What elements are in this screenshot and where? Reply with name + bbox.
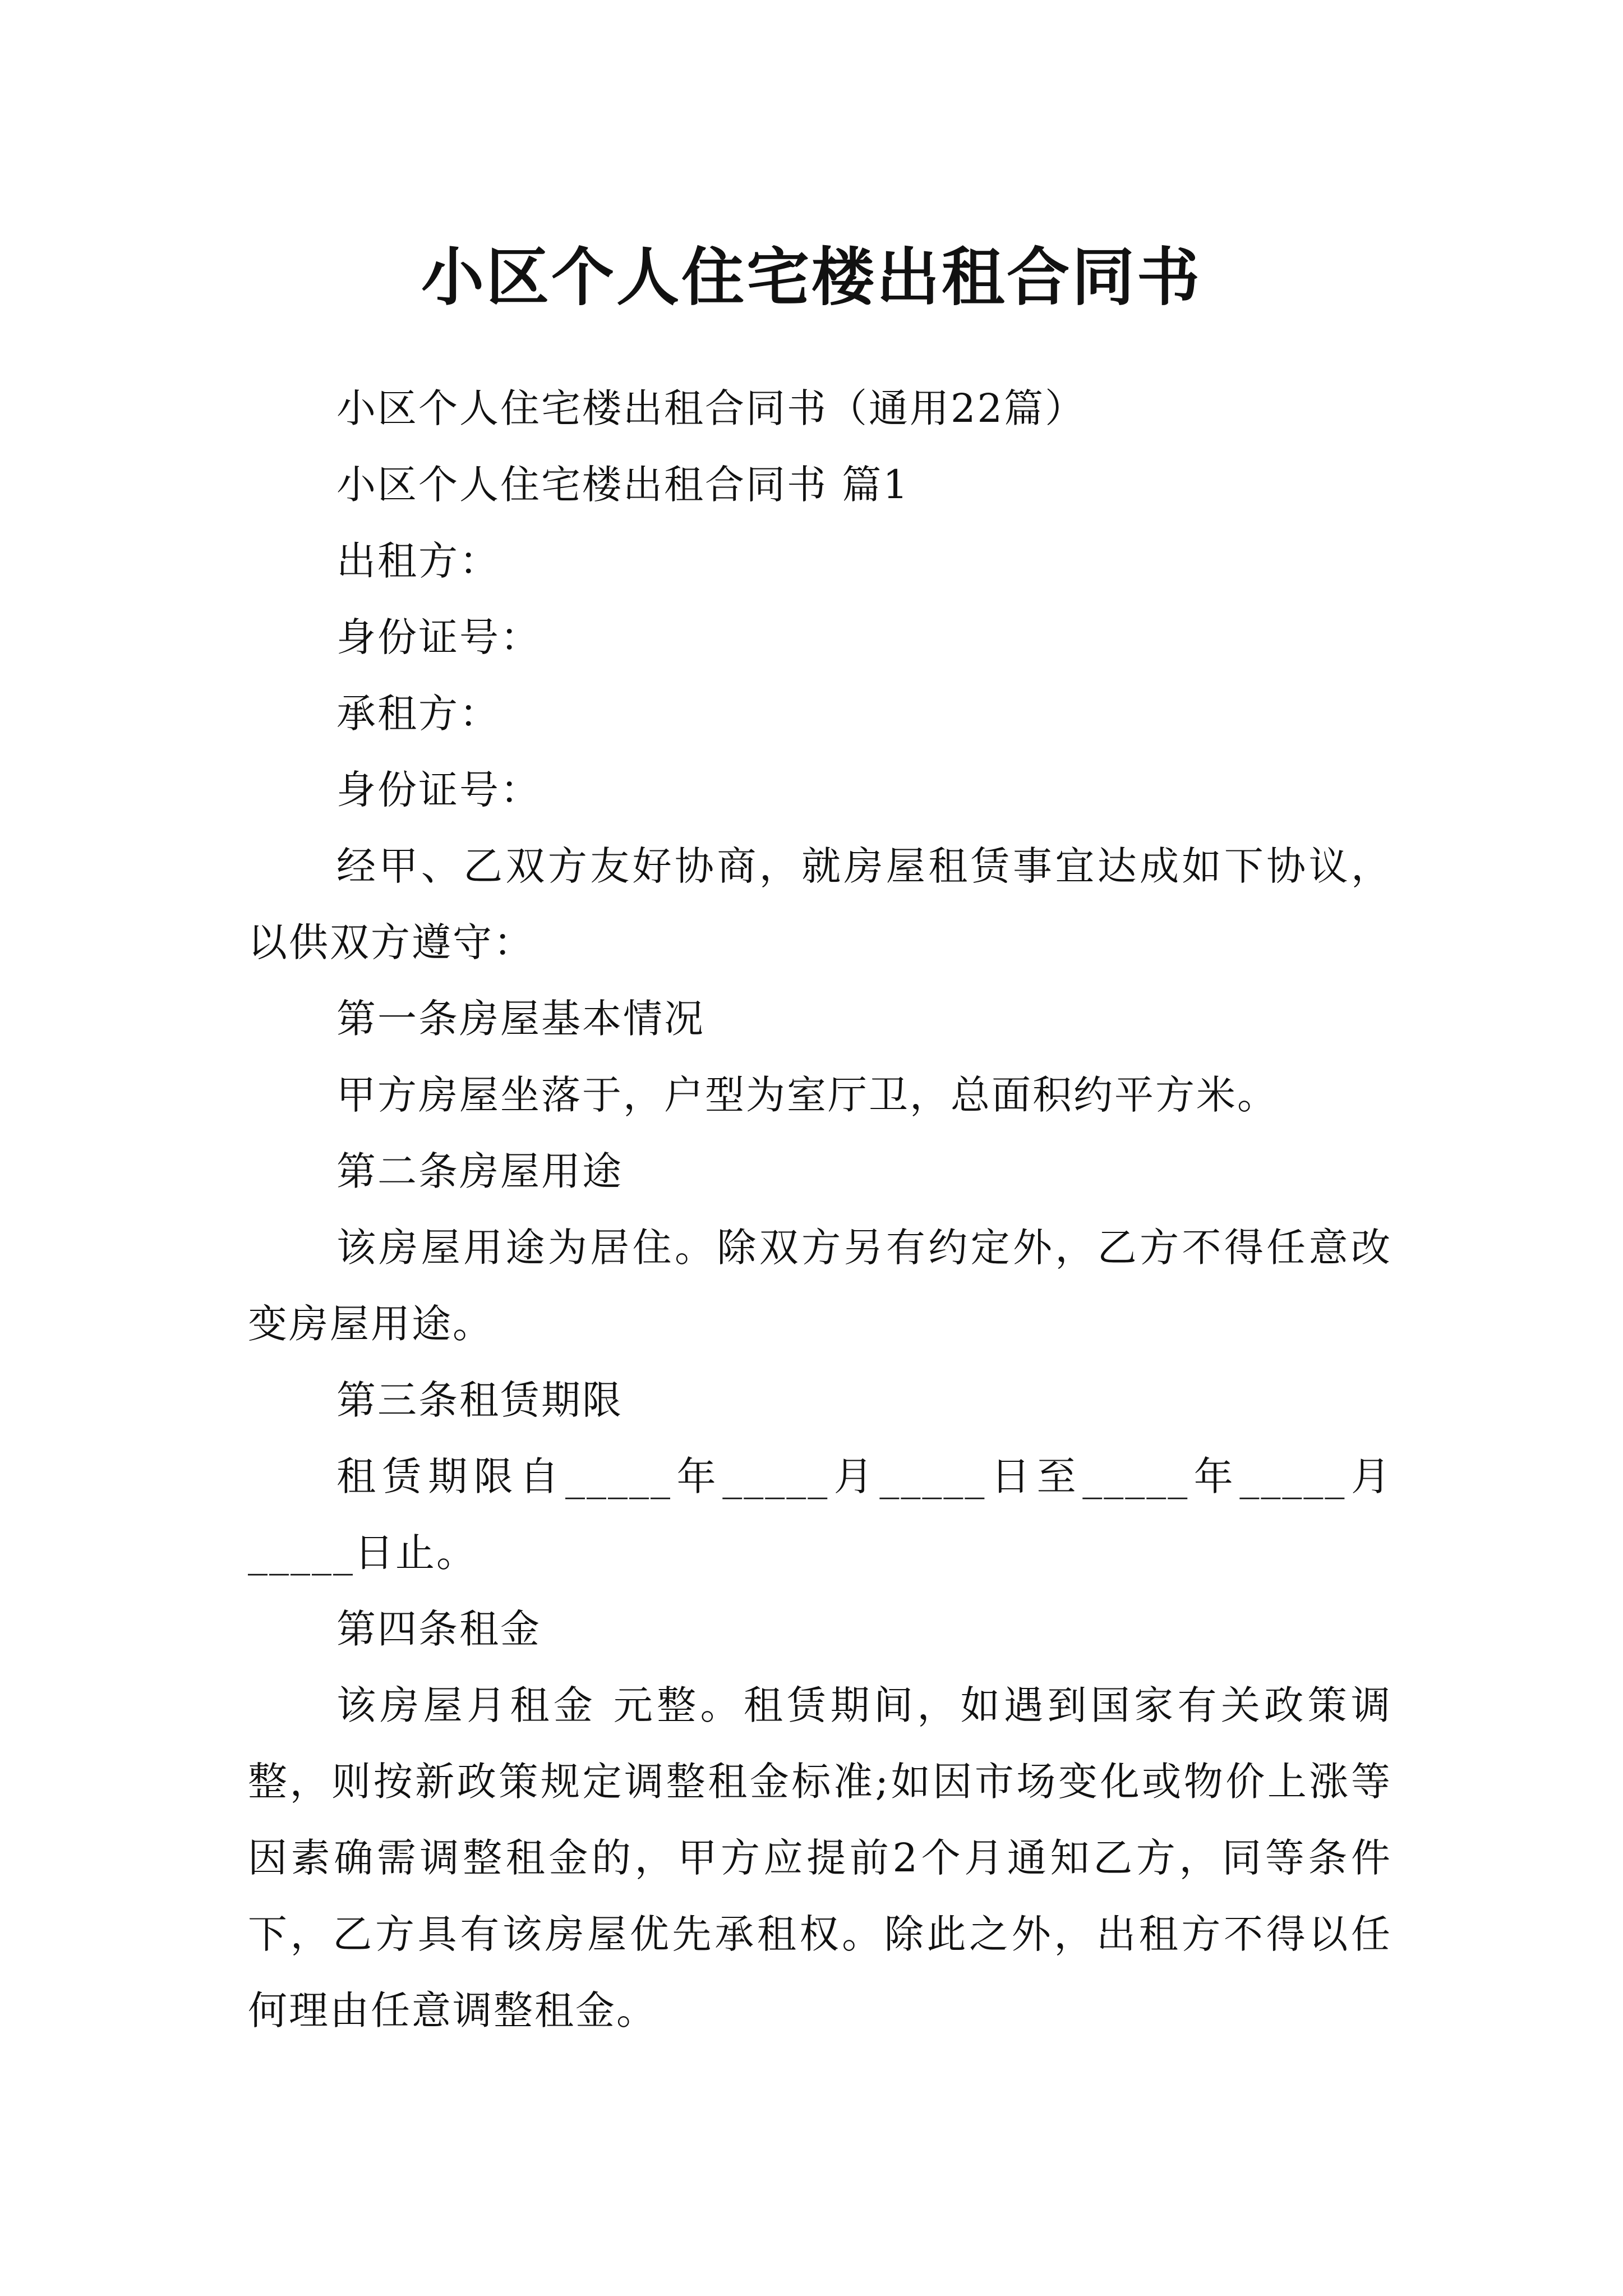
paragraph-article-2-heading: 第二条房屋用途 bbox=[336, 1148, 623, 1194]
paragraph-agreement-intro: 经甲、乙双方友好协商，就房屋租赁事宜达成如下协议，以供双方遵守： bbox=[248, 843, 1392, 965]
document-title: 小区个人住宅楼出租合同书 bbox=[421, 241, 1202, 315]
paragraph-article-4-text: 该房屋月租金 元整。租赁期间，如遇到国家有关政策调整，则按新政策规定调整租金标准;如因市场变化或物价上涨等因素确需调整租金的，甲方应提前2个月通知乙方，同等条件下，乙方具有该房屋优先承租权。除此之外，出租方不得以任何理由任意调整租金。 bbox=[248, 1682, 1392, 2033]
paragraph-article-3-text: 租赁期限自_____年_____月_____日至_____年_____月_____日止。 bbox=[248, 1453, 1392, 1576]
paragraph-lessor: 出租方： bbox=[336, 538, 500, 584]
paragraph-section-heading: 小区个人住宅楼出租合同书 篇1 bbox=[336, 462, 910, 508]
paragraph-article-1-text: 甲方房屋坐落于，户型为室厅卫，总面积约平方米。 bbox=[336, 1072, 1278, 1118]
paragraph-lessee-id: 身份证号： bbox=[336, 767, 541, 813]
paragraph-article-2-text: 该房屋用途为居住。除双方另有约定外，乙方不得任意改变房屋用途。 bbox=[248, 1225, 1392, 1347]
paragraph-lessee: 承租方： bbox=[336, 691, 500, 737]
paragraph-article-3-heading: 第三条租赁期限 bbox=[336, 1377, 623, 1423]
paragraph-subtitle: 小区个人住宅楼出租合同书（通用22篇） bbox=[336, 385, 1086, 431]
paragraph-article-1-heading: 第一条房屋基本情况 bbox=[336, 996, 705, 1042]
document-body bbox=[248, 370, 1392, 2049]
paragraph-lessor-id: 身份证号： bbox=[336, 614, 541, 660]
paragraph-article-4-heading: 第四条租金 bbox=[336, 1606, 541, 1652]
